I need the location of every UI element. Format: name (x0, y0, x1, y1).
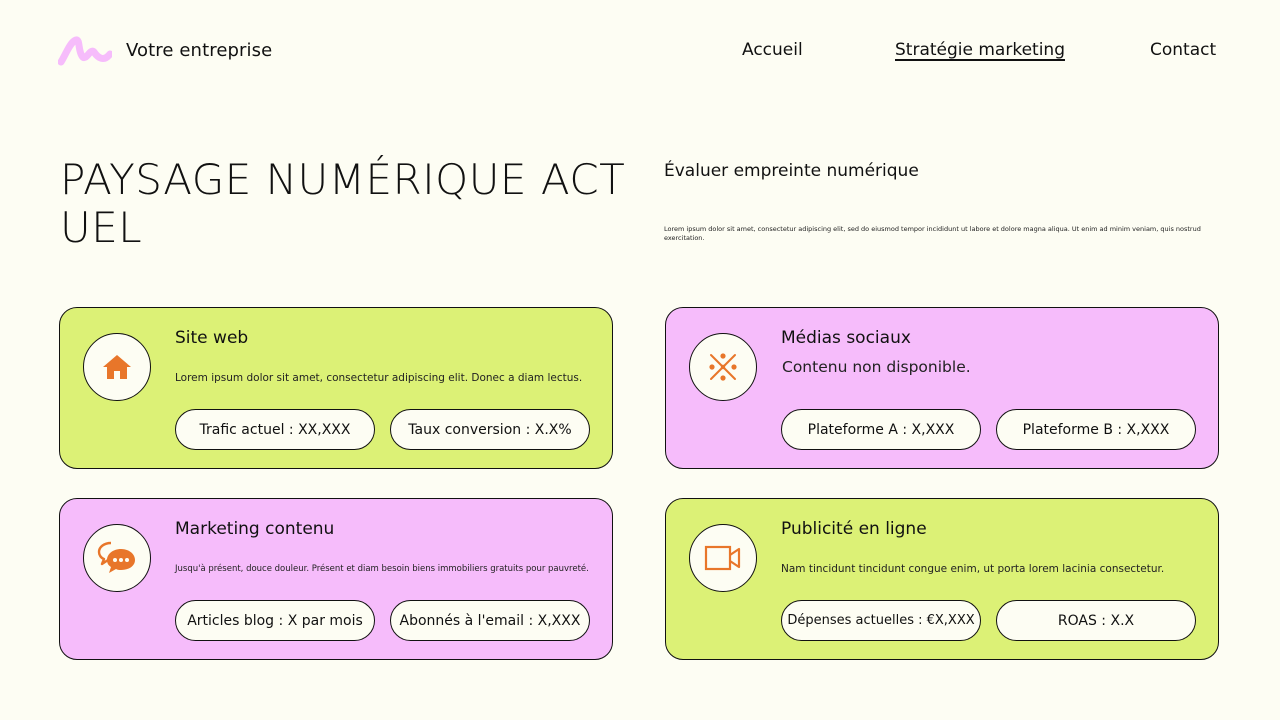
card-icon-circle (83, 524, 151, 592)
card-title: Médias sociaux (781, 328, 911, 348)
card-title: Marketing contenu (175, 519, 335, 539)
card-content-marketing (59, 498, 613, 660)
chat-bubbles-icon (97, 539, 137, 577)
logo-icon[interactable] (58, 36, 112, 66)
page-title: PAYSAGE NUMÉRIQUE ACTUEL (60, 155, 626, 252)
section-subtitle: Évaluer empreinte numérique (664, 161, 919, 181)
home-icon (101, 353, 133, 381)
nav-link-strategie-marketing[interactable]: Stratégie marketing (895, 40, 1065, 60)
network-icon (705, 349, 741, 385)
video-camera-icon (704, 544, 742, 572)
intro-text: Lorem ipsum dolor sit amet, consectetur adipiscing elit, sed do eiusmod tempor incididunt ut labore et dolore magna aliqua. Ut enim ad minim veniam, quis nostrud exercitation. (664, 225, 1201, 242)
card-site-web (59, 307, 613, 469)
card-icon-circle (83, 333, 151, 401)
metric-pill-blog-articles[interactable]: Articles blog : X par mois (175, 600, 375, 641)
metric-pill-ad-spend[interactable]: Dépenses actuelles : €X,XXX (781, 600, 981, 641)
card-description: Nam tincidunt tincidunt congue enim, ut porta lorem lacinia consectetur. (781, 563, 1165, 575)
card-description: Jusqu'à présent, douce douleur. Présent et diam besoin biens immobiliers gratuits pour pauvreté. (175, 564, 589, 574)
nav-link-accueil[interactable]: Accueil (742, 40, 803, 60)
metric-pill-platform-a[interactable]: Plateforme A : X,XXX (781, 409, 981, 450)
card-icon-circle (689, 333, 757, 401)
metric-pill-traffic[interactable]: Trafic actuel : XX,XXX (175, 409, 375, 450)
card-social-media (665, 307, 1219, 469)
card-online-ads (665, 498, 1219, 660)
nav-link-contact[interactable]: Contact (1150, 40, 1217, 60)
card-icon-circle (689, 524, 757, 592)
card-title: Publicité en ligne (781, 519, 927, 539)
metric-pill-email-subscribers[interactable]: Abonnés à l'email : X,XXX (390, 600, 590, 641)
metric-pill-roas[interactable]: ROAS : X.X (996, 600, 1196, 641)
card-description: Contenu non disponible. (782, 358, 971, 376)
card-title: Site web (175, 328, 249, 348)
metric-pill-platform-b[interactable]: Plateforme B : X,XXX (996, 409, 1196, 450)
card-description: Lorem ipsum dolor sit amet, consectetur adipiscing elit. Donec a diam lectus. (175, 372, 583, 384)
metric-pill-conversion[interactable]: Taux conversion : X.X% (390, 409, 590, 450)
brand-name: Votre entreprise (126, 40, 273, 61)
